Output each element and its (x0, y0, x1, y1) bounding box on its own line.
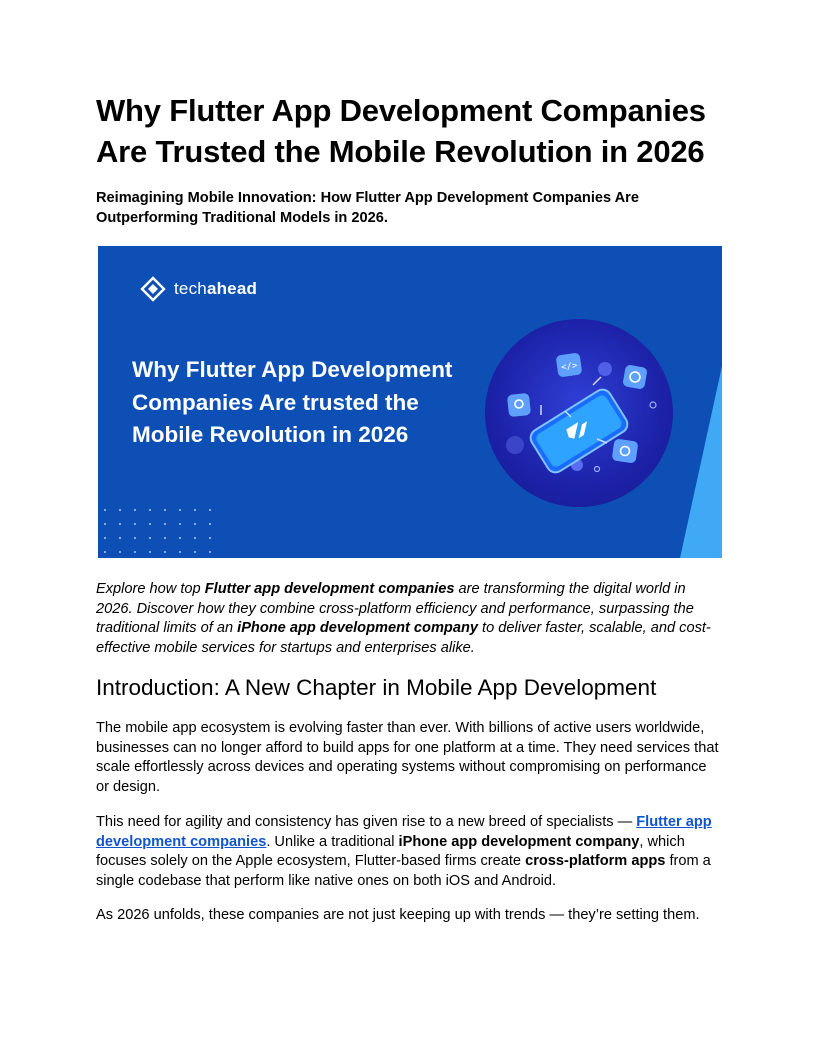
body-paragraph-3: As 2026 unfolds, these companies are not just keeping up with trends — they’re setting them. (96, 907, 700, 923)
logo-text: techahead (174, 279, 258, 298)
intro-bold-flutter: Flutter app development companies (204, 581, 455, 597)
techahead-logo (140, 276, 257, 302)
banner-dot-pattern (103, 508, 223, 554)
techahead-diamond-icon (140, 276, 166, 302)
hero-banner-image (98, 246, 722, 558)
svg-text:</>: </> (560, 360, 579, 374)
banner-accent-stripe (602, 246, 722, 558)
section-heading: Introduction: A New Chapter in Mobile App Development (96, 675, 657, 700)
body-paragraph-2: This need for agility and consistency has given rise to a new breed of specialists — Flutter app development companies. Unlike a traditional iPhone app development company, which focuses solely on the Apple ecosystem, Flutter-based firms create cross-platform apps from a single codebase that perform like native ones on both iOS and Android. (96, 814, 712, 889)
intro-bold-iphone: iPhone app development company (237, 620, 478, 636)
document-subtitle: Reimagining Mobile Innovation: How Flutter App Development Companies Are Outperforming Traditional Models in 2026. (96, 190, 639, 226)
body-paragraph-1: The mobile app ecosystem is evolving faster than ever. With billions of active users worldwide, businesses can no longer afford to build apps for one platform at a time. They need services that scale effortlessly across devices and operating systems without compromising on performance or design. (96, 720, 719, 795)
banner-headline: Why Flutter App Development Companies Are trusted the Mobile Revolution in 2026 (132, 357, 453, 447)
flutter-companies-link[interactable]: Flutter app development companies (96, 814, 712, 850)
document-title: Why Flutter App Development Companies Are Trusted the Mobile Revolution in 2026 (96, 93, 706, 169)
intro-paragraph: Explore how top Flutter app development companies are transforming the digital world in 2026. Discover how they combine cross-platform efficiency and performance, surpassing the traditional limits of an iPhone app development company to deliver faster, scalable, and cost-effective mobile services for startups and enterprises alike. (96, 581, 711, 656)
